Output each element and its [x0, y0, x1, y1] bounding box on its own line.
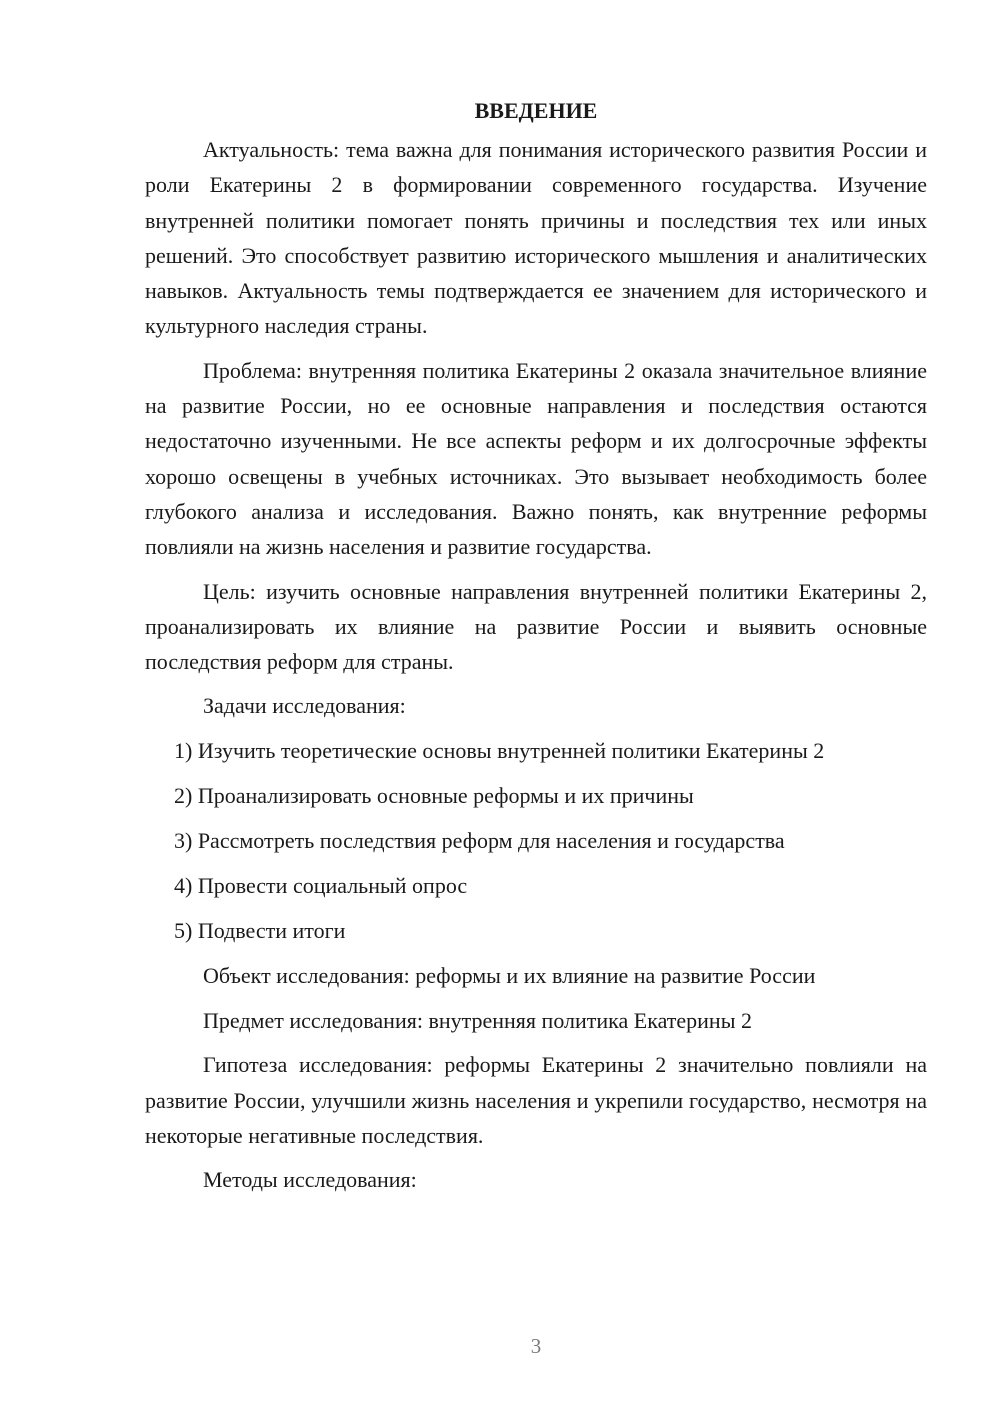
hypothesis-paragraph: Гипотеза исследования: реформы Екатерины 2 значительно повлияли на развитие России, улучшили жизнь населения и укрепили государство, несмотря на некоторые негативные последствия.: [145, 1052, 927, 1148]
task-item: 4) Провести социальный опрос: [174, 872, 468, 898]
relevance-paragraph: Актуальность: тема важна для понимания исторического развития России и роли Екатерины 2 в формировании современного государства. Изучение внутренней политики помогает понять причины и последствия тех или иных решений. Это способствует развитию исторического мышления и аналитических навыков. Актуальность темы подтверждается ее значением для исторического и культурного наследия страны.: [145, 137, 927, 339]
page-title: ВВЕДЕНИЕ: [474, 98, 598, 123]
goal-paragraph: Цель: изучить основные направления внутренней политики Екатерины 2, проанализировать их влияние на развитие России и выявить основные последствия реформ для страны.: [145, 578, 927, 675]
page-number: 3: [530, 1334, 542, 1358]
methods-heading: Методы исследования:: [203, 1167, 417, 1193]
task-item: 5) Подвести итоги: [174, 917, 346, 943]
object-line: Объект исследования: реформы и их влияние на развитие России: [203, 962, 816, 988]
task-item: 3) Рассмотреть последствия реформ для населения и государства: [174, 828, 785, 854]
tasks-heading: Задачи исследования:: [203, 693, 406, 719]
task-item: 2) Проанализировать основные реформы и их причины: [174, 783, 694, 809]
subject-line: Предмет исследования: внутренняя политика Екатерины 2: [203, 1007, 752, 1033]
tasks-list: [145, 733, 927, 948]
problem-paragraph: Проблема: внутренняя политика Екатерины 2 оказала значительное влияние на развитие России, но ее основные направления и последствия остаются недостаточно изученными. Не все аспекты реформ и их долгосрочные эффекты хорошо освещены в учебных источниках. Это вызывает необходимость более глубокого анализа и исследования. Важно понять, как внутренние реформы повлияли на жизнь населения и развитие государства.: [145, 357, 927, 560]
task-item: 1) Изучить теоретические основы внутренней политики Екатерины 2: [174, 738, 825, 764]
document-page: [145, 96, 927, 1207]
